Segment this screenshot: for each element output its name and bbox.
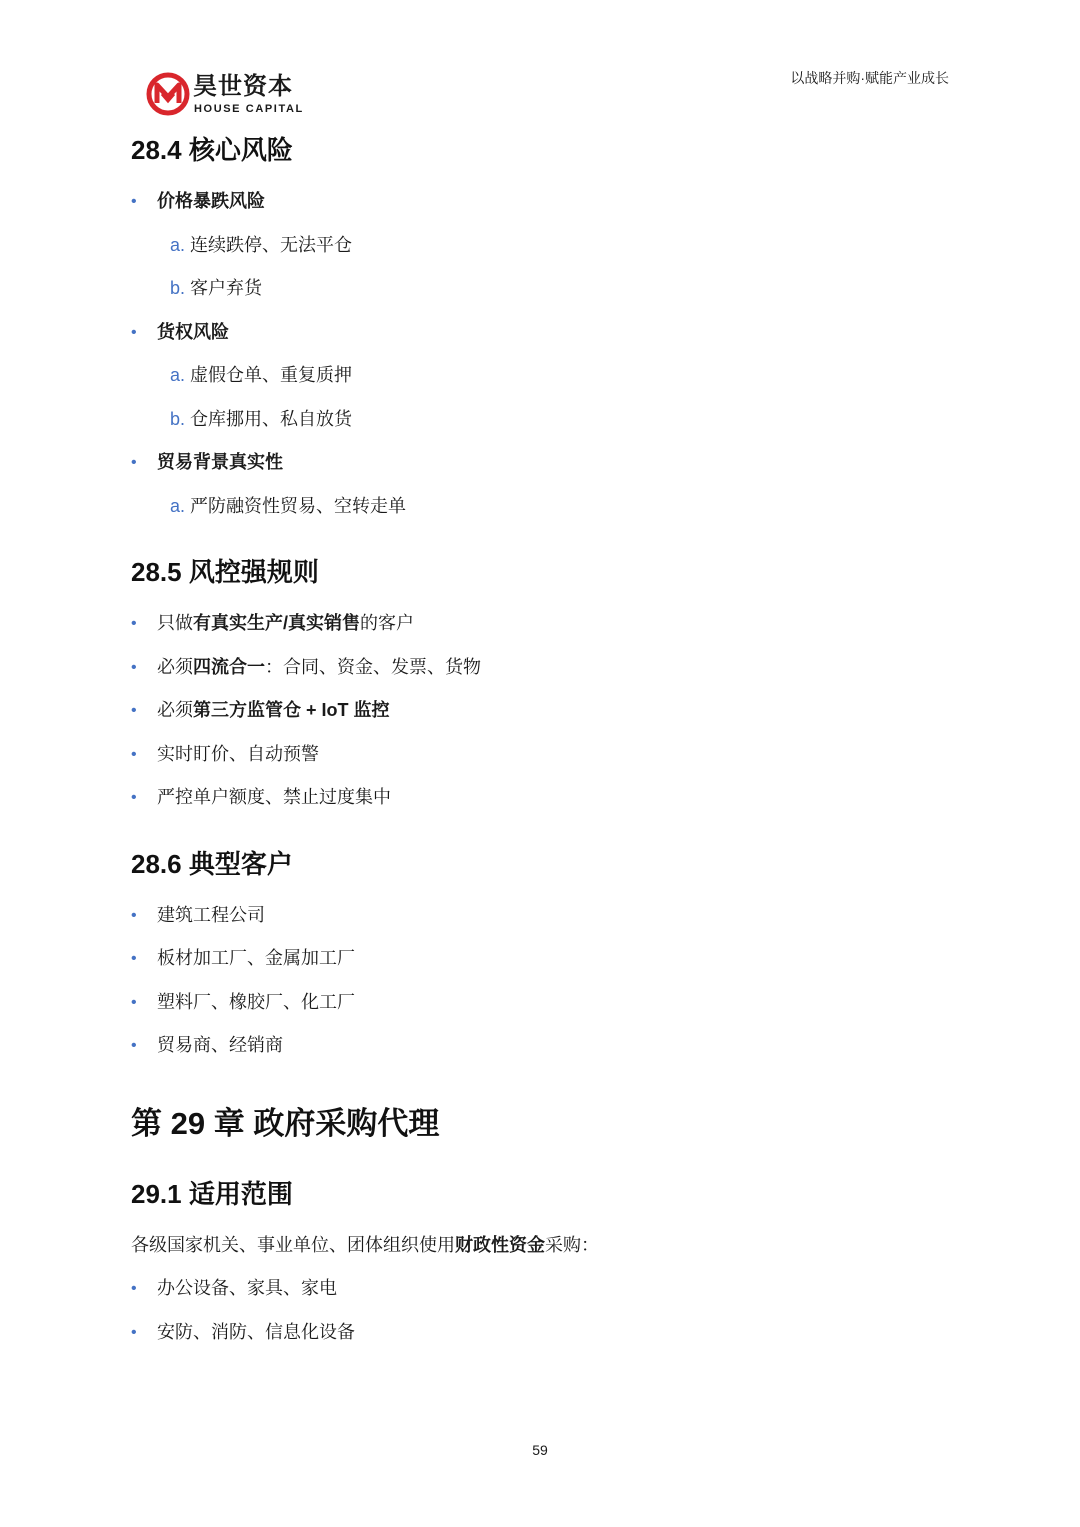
risk-group-label: 贸易背景真实性 [157,452,283,472]
rule-text: 必须 [157,700,193,720]
risk-group-label: 货权风险 [157,321,229,342]
rule-text: 的客户 [360,613,415,633]
customer-type: 板材加工厂、金属加工厂 [157,948,355,968]
rule-text: 实时盯价、自动预警 [157,743,319,764]
sub-list-item [131,267,951,311]
sub-item-text: 严防融资性贸易、空转走单 [190,495,407,516]
sub-item-text: 连续跌停、无法平仓 [190,234,353,255]
scope-intro-text: 采购： [545,1234,599,1255]
list-item [131,1311,951,1355]
rule-text: 严控单户额度、禁止过度集中 [157,787,391,807]
sub-marker: a. [170,495,186,516]
list-item [131,733,951,777]
sub-item-text: 虚假仓单、重复质押 [190,365,353,385]
house-capital-logo-icon [146,72,190,116]
scope-intro-text: 各级国家机关、事业单位、团体组织使用 [131,1234,455,1255]
list-item [131,180,951,224]
bullet-dot-icon: • [131,993,137,1011]
bullet-dot-icon: • [131,615,137,632]
sub-item-text: 客户弃货 [190,278,263,298]
customer-type: 建筑工程公司 [157,904,265,925]
rule-text: 必须 [157,656,193,677]
list-item [131,1024,951,1068]
rule-emphasis: 有真实生产/真实销售 [193,613,361,633]
page-number: 59 [532,1442,548,1458]
sub-list-item [131,354,951,398]
list-item [131,441,951,485]
sub-marker: a. [170,234,186,255]
header-slogan: 以战略并购·赋能产业成长 [790,70,949,86]
scope-item: 办公设备、家具、家电 [157,1278,337,1298]
list-item [131,602,951,646]
list-item [131,646,951,690]
bullet-dot-icon: • [131,1280,137,1297]
bullet-dot-icon: • [131,906,137,924]
sub-marker: a. [170,365,186,385]
bullet-dot-icon: • [131,1037,137,1054]
scope-intro-emphasis: 财政性资金 [455,1234,545,1255]
risk-group-label: 价格暴跌风险 [157,191,265,211]
list-item [131,776,951,820]
list-item [131,689,951,733]
sub-list-item [131,398,951,442]
section-title-29-1: 29.1 适用范围 [131,1178,293,1209]
bullet-dot-icon: • [131,193,137,210]
customer-type: 塑料厂、橡胶厂、化工厂 [157,991,355,1012]
bullet-dot-icon: • [131,745,137,763]
bullet-dot-icon: • [131,789,137,806]
sub-marker: b. [170,278,186,298]
customer-type: 贸易商、经销商 [157,1035,283,1055]
list-item [131,311,951,355]
bullet-dot-icon: • [131,1323,137,1341]
section-title-28-6: 28.6 典型客户 [131,848,293,879]
list-item [131,937,951,981]
rule-text: 只做 [157,613,193,633]
sub-list-item [131,485,951,529]
logo-english-name: HOUSE CAPITAL [194,103,304,115]
rule-emphasis: 第三方监管仓 + IoT 监控 [193,700,390,720]
bullet-dot-icon: • [131,702,137,719]
list-item [131,894,951,938]
list-item [131,981,951,1025]
logo-chinese-name: 昊世资本 [193,73,293,100]
sub-marker: b. [170,408,186,429]
page-content [131,128,951,1354]
rule-text: ：合同、资金、发票、货物 [265,656,481,677]
scope-item: 安防、消防、信息化设备 [157,1321,355,1342]
section-title-28-4: 28.4 核心风险 [131,135,293,165]
scope-intro [131,1224,951,1268]
sub-item-text: 仓库挪用、私自放货 [190,408,353,429]
chapter-title-29: 第 29 章 政府采购代理 [131,1105,440,1141]
rule-emphasis: 四流合一 [193,656,265,677]
bullet-dot-icon: • [131,454,137,471]
section-title-28-5: 28.5 风控强规则 [131,557,319,587]
bullet-dot-icon: • [131,950,137,967]
bullet-dot-icon: • [131,323,137,341]
sub-list-item [131,224,951,268]
bullet-dot-icon: • [131,658,137,676]
list-item [131,1267,951,1311]
